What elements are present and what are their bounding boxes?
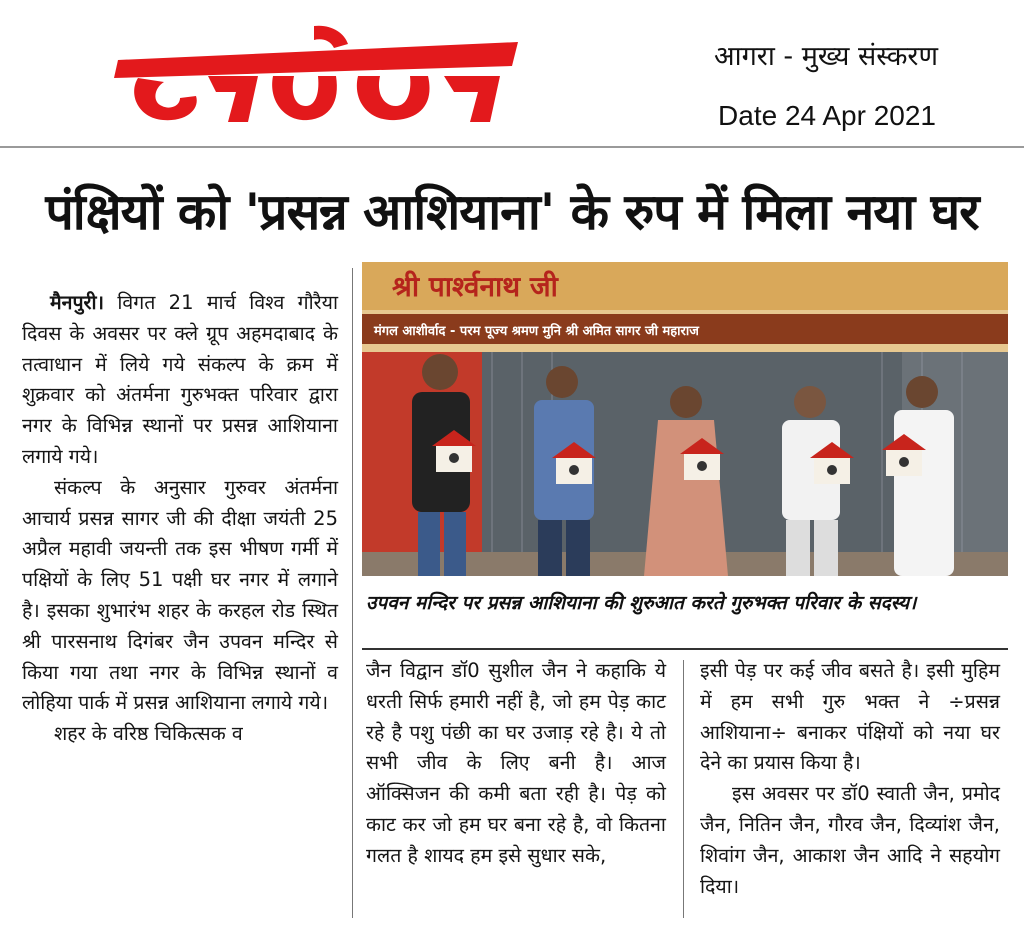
- dateline: मैनपुरी।: [50, 291, 104, 314]
- paragraph-3-start: शहर के वरिष्ठ चिकित्सक व: [54, 722, 243, 746]
- banner-subtitle: मंगल आशीर्वाद - परम पूज्य श्रमण मुनि श्री अमित सागर जी महाराज: [374, 324, 699, 339]
- swadesh-logo-icon: [108, 22, 528, 132]
- column-divider-1: [352, 268, 353, 918]
- paragraph-3-end: इसी पेड़ पर कई जीव बसते है। इसी मुहिम में हम सभी गुरु भक्त ने ÷प्रसन्न आशियाना÷ बनाकर पंक्षियों को नया घर देने का प्रयास किया है।: [700, 659, 1000, 775]
- paragraph-1-text: विगत 21 मार्च विश्व गौरैया दिवस के अवसर पर क्ले ग्रूप अहमदाबाद के तत्वाधान में लिये गये संकल्प के क्रम में शुक्रवार को अंतर्मना गुरुभक्त परिवार द्वारा नगर के विभिन्न स्थानों पर प्रसन्न आशियाना लगाये गये।: [22, 291, 339, 468]
- banner-title: श्री पार्श्वनाथ जी: [392, 270, 558, 303]
- article-column-3: [700, 656, 1000, 902]
- paragraph-1: [22, 288, 338, 473]
- article-column-1: [22, 288, 338, 750]
- article-column-2: [366, 656, 666, 872]
- newspaper-logo: [108, 22, 528, 132]
- paragraph-2: संकल्प के अनुसार गुरुवर अंतर्मना आचार्य प्रसन्न सागर जी की दीक्षा जयंती 25 अप्रैल महावी जयन्ती तक इस भीषण गर्मी में पक्षियों के लिए 51 पक्षी घर नगर में लगाने है। इसका शुभारंभ शहर के करहल रोड स्थित श्री पारसनाथ दिगंबर जैन उपवन मन्दिर से किया गया तथा नगर के विभिन्न स्थानों व लोहिया पार्क में प्रसन्न आशियाना लगाये गये।: [22, 475, 338, 715]
- photo-caption: उपवन मन्दिर पर प्रसन्न आशियाना की शुरुआत करते गुरुभक्त परिवार के सदस्य।: [366, 592, 917, 614]
- paragraph-3-continued: जैन विद्वान डॉ0 सुशील जैन ने कहाकि ये धरती सिर्फ हमारी नहीं है, जो हम पेड़ काट रहे है पशु पंछी का घर उजाड़ रहे है। ये तो सभी जीव के लिए बनी है। आज ऑक्सिजन की कमी बता रही है। पेड़ को काट कर जो हम घर बना रहे है, वो कितना गलत है शायद हम इसे सुधार सके,: [366, 659, 666, 867]
- masthead-divider: [0, 146, 1024, 148]
- article-photo: [362, 262, 1008, 576]
- group-photo-image: [362, 262, 1008, 576]
- edition-label: आगरा - मुख्य संस्करण: [714, 41, 938, 72]
- caption-divider: [362, 648, 1008, 650]
- publication-date: Date 24 Apr 2021: [718, 100, 936, 131]
- paragraph-4: इस अवसर पर डॉ0 स्वाती जैन, प्रमोद जैन, नितिन जैन, गौरव जैन, दिव्यांश जैन, शिवांग जैन, आकाश जैन आदि ने सहयोग दिया।: [700, 782, 1000, 898]
- masthead: [0, 0, 1024, 146]
- column-divider-2: [683, 660, 684, 918]
- article-headline: पंक्षियों को 'प्रसन्न आशियाना' के रुप में मिला नया घर: [45, 183, 979, 241]
